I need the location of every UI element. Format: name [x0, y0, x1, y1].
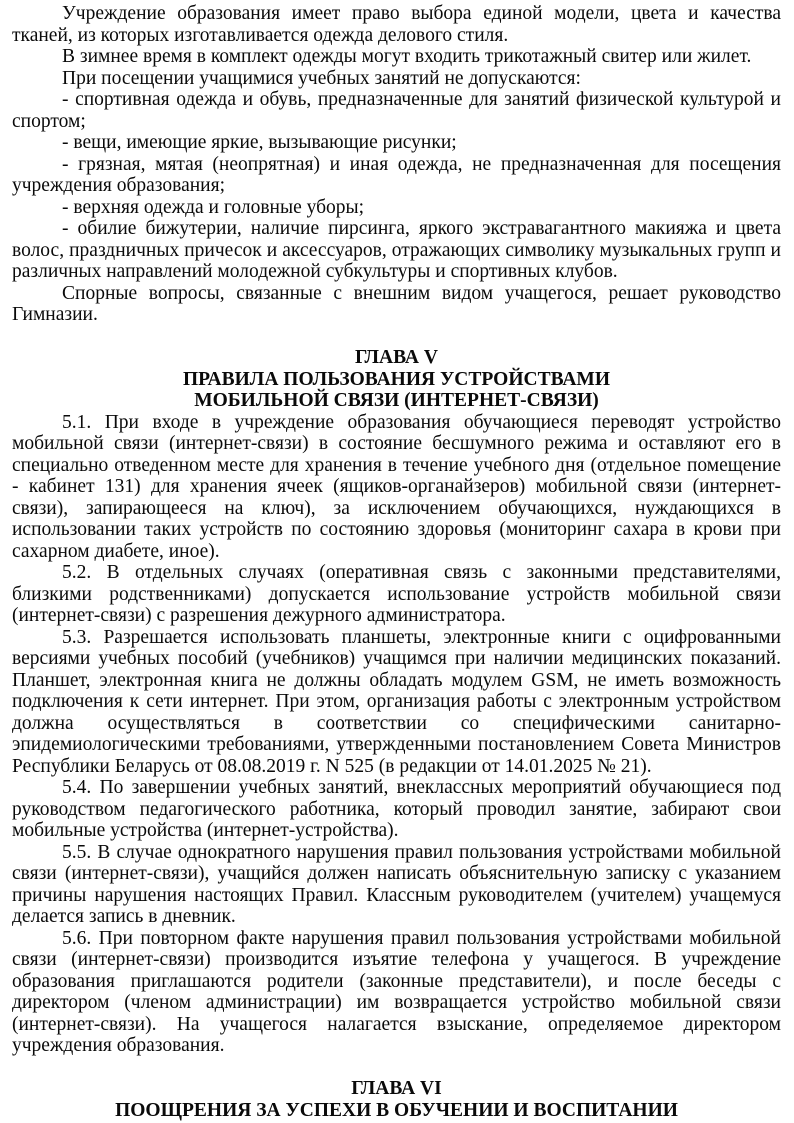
chapter-5-number: ГЛАВА V: [355, 347, 438, 368]
paragraph: Учреждение образования имеет право выбора единой модели, цвета и качества тканей, из которых изготавливается одежда делового стиля.: [12, 3, 781, 46]
chapter-6-number: ГЛАВА VI: [351, 1078, 442, 1099]
chapter-6-heading: [12, 1078, 781, 1121]
list-item-paragraph: - спортивная одежда и обувь, предназначенные для занятий физической культурой и спортом;: [12, 89, 781, 132]
paragraph: В зимнее время в комплект одежды могут входить трикотажный свитер или жилет.: [62, 46, 752, 67]
list-item-paragraph: - обилие бижутерии, наличие пирсинга, яркого экстравагантного макияжа и цвета волос, праздничных причесок и аксессуаров, отражающих символику музыкальных групп и различных направлений молодежной субкультуры и спортивных клубов.: [12, 218, 781, 282]
clause-5-6: 5.6. При повторном факте нарушения правил пользования устройствами мобильной связи (интернет-связи) производится изъятие телефона у учащегося. В учреждение образования приглашаются родители (законные представители), и после беседы с директором (членом администрации) им возвращается устройство мобильной связи (интернет-связи). На учащегося налагается взыскание, определяемое директором учреждения образования.: [12, 927, 781, 1056]
list-item-paragraph: - вещи, имеющие яркие, вызывающие рисунки;: [62, 132, 457, 153]
chapter-5-heading: [12, 347, 781, 412]
clause-5-4: 5.4. По завершении учебных занятий, внеклассных мероприятий обучающиеся под руководством педагогического работника, который проводил занятие, забирают свои мобильные устройства (интернет-устройства).: [12, 777, 781, 841]
list-item-paragraph: - верхняя одежда и головные уборы;: [62, 196, 365, 218]
clause-5-1: 5.1. При входе в учреждение образования обучающиеся переводят устройство мобильной связи (интернет-связи) в состояние бесшумного режима и оставляют его в специально отведенном месте для хранения в течение учебного дня (отдельное помещение - кабинет 131) для хранения ячеек (ящиков-органайзеров) мобильной связи (интернет-связи), запирающееся на ключ), за исключением обучающихся, нуждающихся в использовании таких устройств по состоянию здоровья (мониторинг сахара в крови при сахарном диабете, иное).: [12, 411, 781, 562]
chapter-6-title: ПООЩРЕНИЯ ЗА УСПЕХИ В ОБУЧЕНИИ И ВОСПИТАНИИ: [115, 1099, 678, 1121]
list-item-paragraph: - грязная, мятая (неопрятная) и иная одежда, не предназначенная для посещения учреждения образования;: [12, 153, 781, 196]
paragraph: При посещении учащимися учебных занятий не допускаются:: [62, 67, 581, 89]
dress-code-section: [12, 3, 781, 326]
clause-5-2: 5.2. В отдельных случаях (оперативная связь с законными представителями, близкими родственниками) допускается использование устройств мобильной связи (интернет-связи) с разрешения дежурного администратора.: [12, 562, 781, 626]
chapter-5-body: [12, 412, 781, 1057]
clause-5-3: 5.3. Разрешается использовать планшеты, электронные книги с оцифрованными версиями учебных пособий (учебников) учащимся при наличии медицинских показаний. Планшет, электронная книга не должны обладать модулем GSM, не иметь возможность подключения к сети интернет. При этом, организация работы с электронным устройством должна осуществляться в соответствии со специфическими санитарно-эпидемиологическими требованиями, утвержденными постановлением Совета Министров Республики Беларусь от 08.08.2019 г. N 525 (в редакции от 14.01.2025 № 21).: [12, 626, 781, 777]
chapter-5-title-line-1: ПРАВИЛА ПОЛЬЗОВАНИЯ УСТРОЙСТВАМИ: [182, 368, 611, 390]
chapter-5-title-line-2: МОБИЛЬНОЙ СВЯЗИ (ИНТЕРНЕТ-СВЯЗИ): [194, 390, 599, 411]
paragraph: Спорные вопросы, связанные с внешним видом учащегося, решает руководство Гимназии.: [12, 282, 781, 325]
clause-5-5: 5.5. В случае однократного нарушения правил пользования устройствами мобильной связи (интернет-связи), учащийся должен написать объяснительную записку с указанием причины нарушения настоящих Правил. Классным руководителем (учителем) учащемуся делается запись в дневник.: [12, 841, 781, 927]
